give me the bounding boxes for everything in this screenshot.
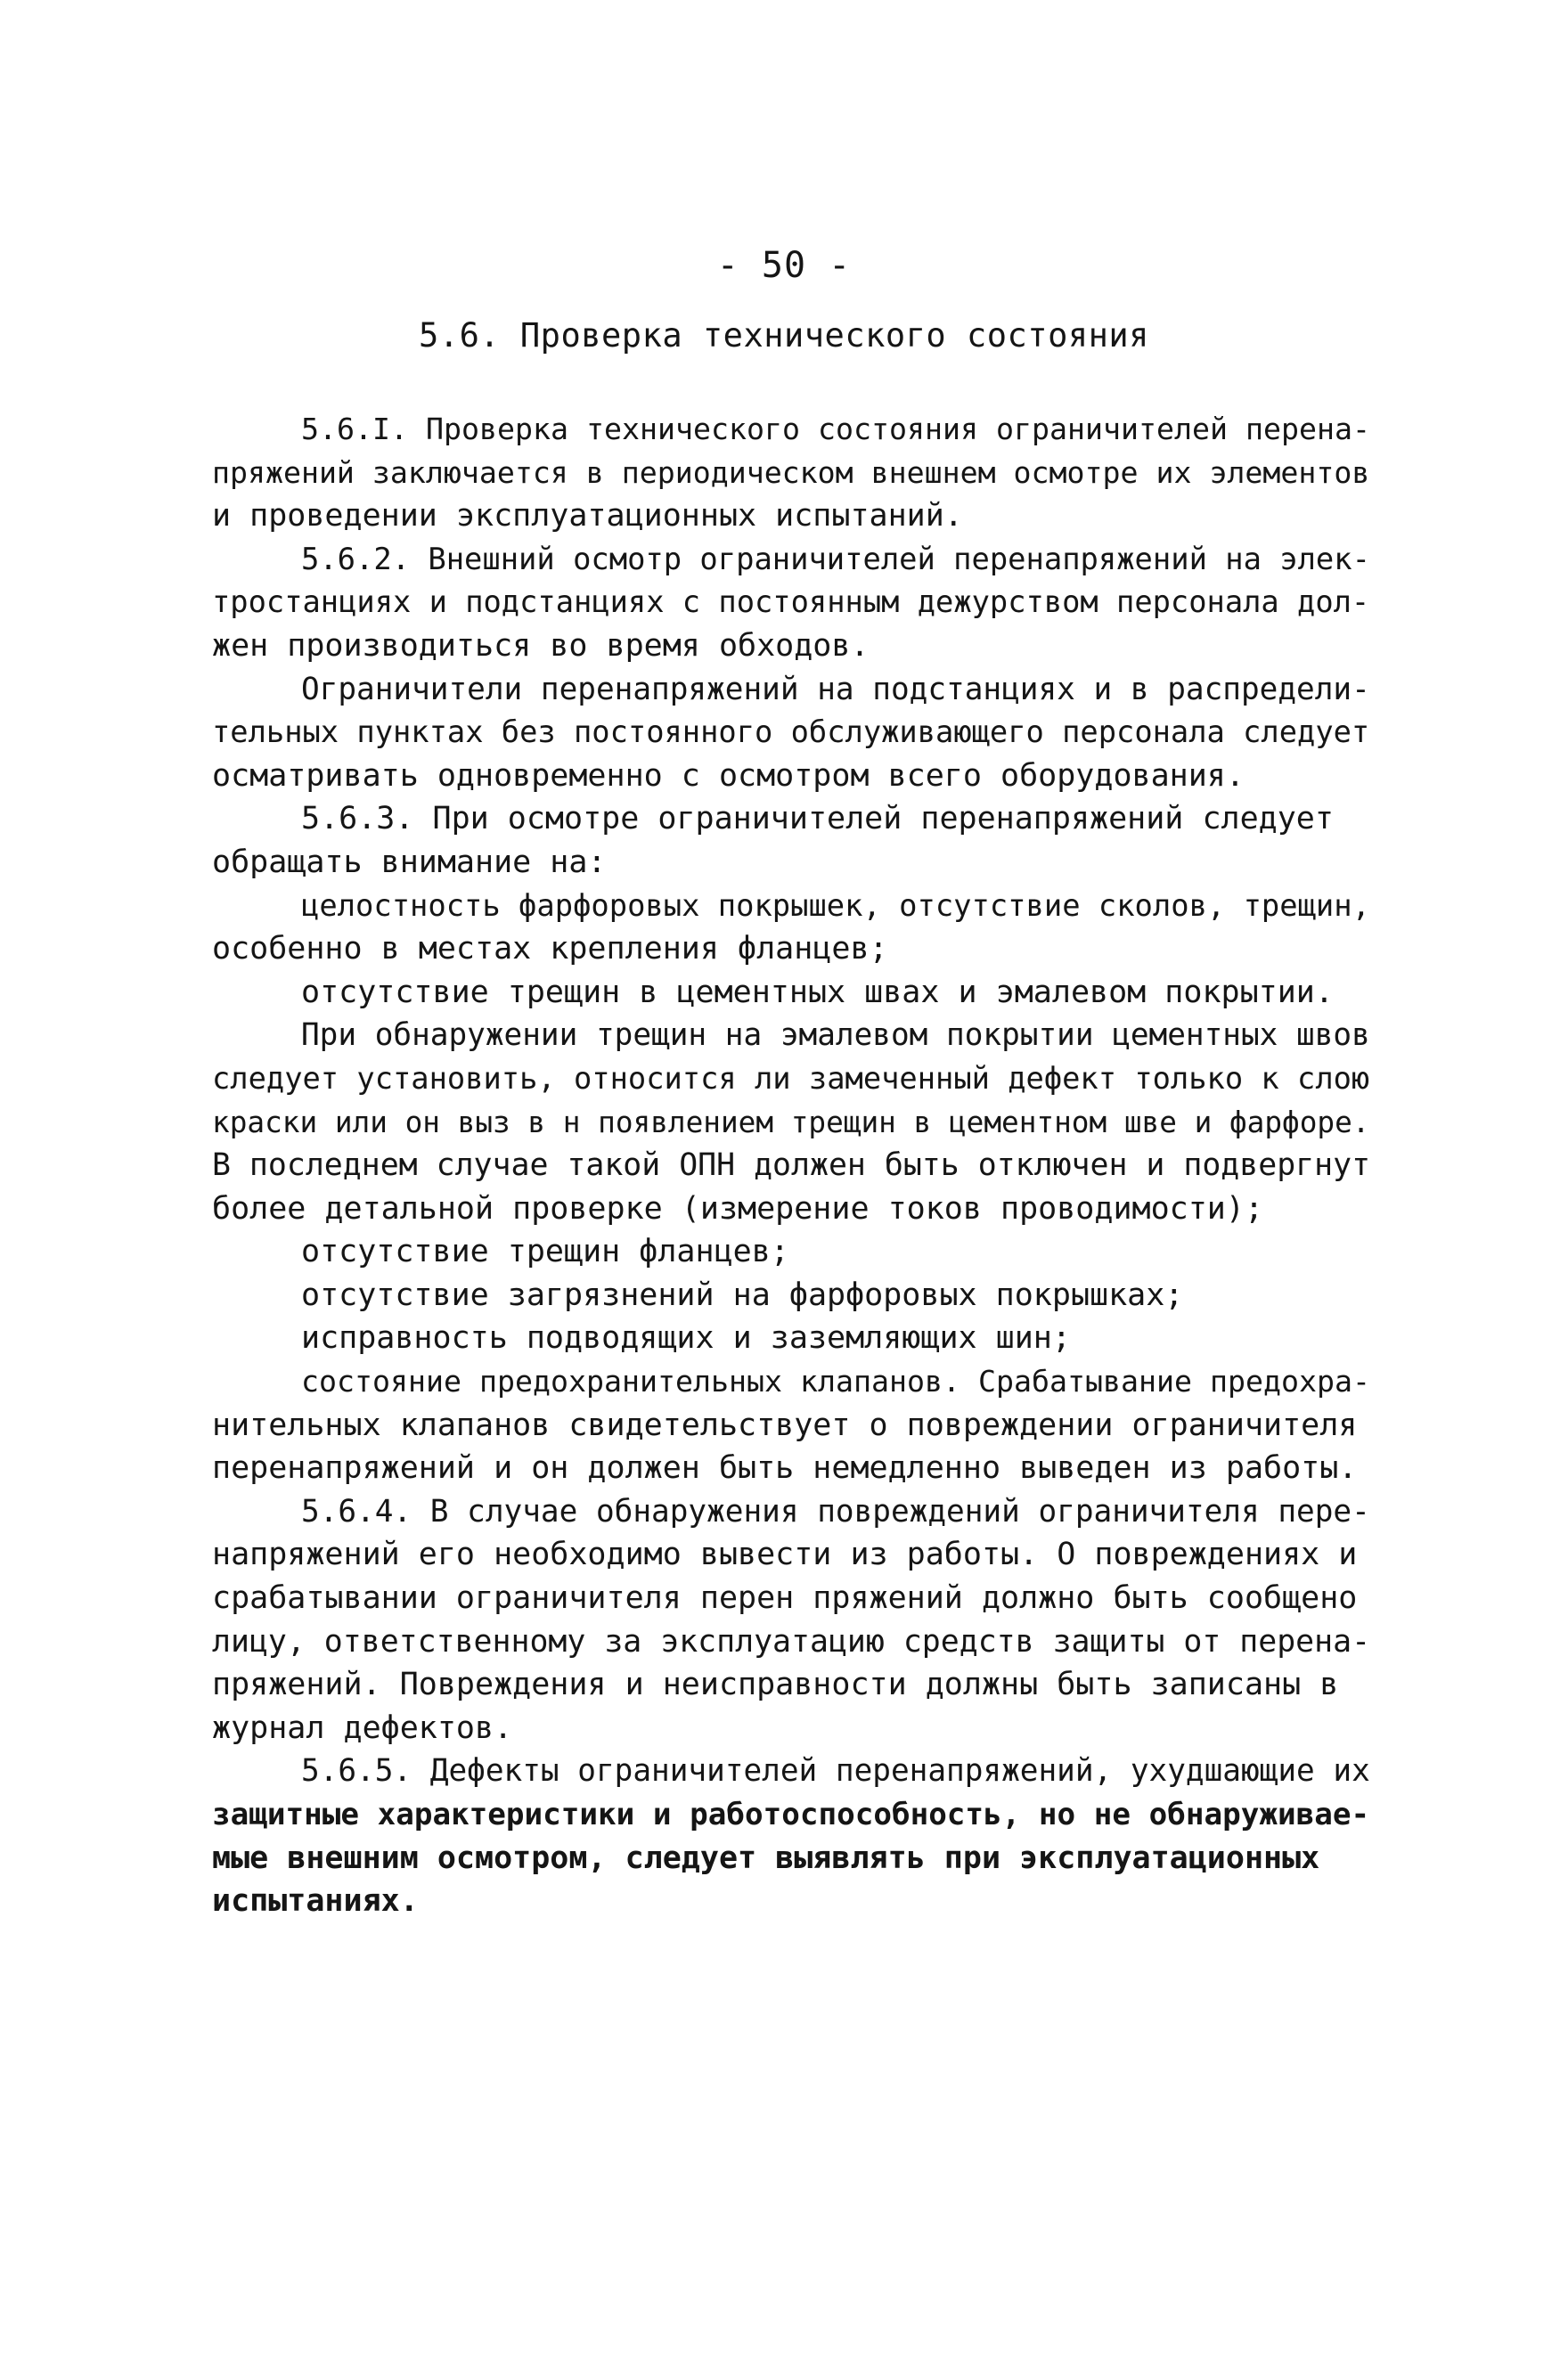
text-line: 5.6.3. При осмотре ограничителей перенапряжений следует [301, 801, 1334, 837]
text-line: следует установить, относится ли замеченный дефект только к слою [212, 1060, 1370, 1096]
text-line: Ограничители перенапряжений на подстанциях и в распредели- [301, 671, 1370, 707]
section-title: 5.6. Проверка технического состояния [419, 316, 1149, 355]
text-line: отсутствие трещин фланцев; [301, 1234, 789, 1270]
text-line: краски или он выз в н появлением трещин в цементном шве и фарфоре. [212, 1105, 1370, 1139]
text-line: испытаниях. [212, 1883, 419, 1920]
text-line: В последнем случае такой ОПН должен быть отключен и подвергнут [212, 1147, 1371, 1184]
text-line: целостность фарфоровых покрышек, отсутствие сколов, трещин, [301, 887, 1370, 923]
text-line: 5.6.5. Дефекты ограничителей перенапряжений, ухудшающие их [301, 1753, 1370, 1790]
body-text [212, 408, 1370, 1923]
text-line: особенно в местах крепления фланцев; [212, 931, 888, 967]
text-line: защитные характеристики и работоспособность, но не обнаруживае- [212, 1797, 1370, 1832]
text-line: и проведении эксплуатационных испытаний. [212, 498, 963, 534]
text-line: пряжений заключается в периодическом внешнем осмотре их элементов [212, 454, 1370, 490]
text-line: исправность подводящих и заземляющих шин; [301, 1320, 1071, 1357]
text-line: тростанциях и подстанциях с постоянным дежурством персонала дол- [212, 584, 1370, 620]
text-line: лицу, ответственному за эксплуатацию средств защиты от перена- [212, 1623, 1371, 1660]
text-line: осматривать одновременно с осмотром всего оборудования. [212, 757, 1245, 794]
text-line: срабатывании ограничителя перен пряжений должно быть сообщено [212, 1580, 1358, 1617]
page-number: - 50 - [716, 245, 852, 286]
text-line: обращать внимание на: [212, 844, 607, 880]
text-line: нительных клапанов свидетельствует о повреждении ограничителя [212, 1407, 1358, 1443]
text-line: состояние предохранительных клапанов. Срабатывание предохра- [301, 1364, 1370, 1399]
text-line: отсутствие трещин в цементных швах и эмалевом покрытии. [301, 974, 1334, 1010]
text-line: тельных пунктах без постоянного обслуживающего персонала следует [212, 714, 1370, 750]
text-line: перенапряжений и он должен быть немедленно выведен из работы. [212, 1450, 1358, 1487]
text-line: более детальной проверке (измерение токов проводимости); [212, 1190, 1264, 1227]
text-line: напряжений его необходимо вывести из работы. О повреждениях и [212, 1537, 1358, 1573]
text-line: отсутствие загрязнений на фарфоровых покрышках; [301, 1277, 1184, 1313]
text-line: При обнаружении трещин на эмалевом покрытии цементных швов [301, 1017, 1370, 1054]
text-line: журнал дефектов. [212, 1709, 513, 1746]
text-line: жен производиться во время обходов. [212, 627, 870, 664]
text-line: 5.6.2. Внешний осмотр ограничителей перенапряжений на элек- [301, 541, 1370, 576]
text-line: 5.6.I. Проверка технического состояния ограничителей перена- [301, 412, 1370, 446]
text-line: пряжений. Повреждения и неисправности должны быть записаны в [212, 1667, 1339, 1703]
text-line: мые внешним осмотром, следует выявлять при эксплуатационных [212, 1840, 1320, 1876]
text-line: 5.6.4. В случае обнаружения повреждений ограничителя пере- [301, 1493, 1370, 1530]
